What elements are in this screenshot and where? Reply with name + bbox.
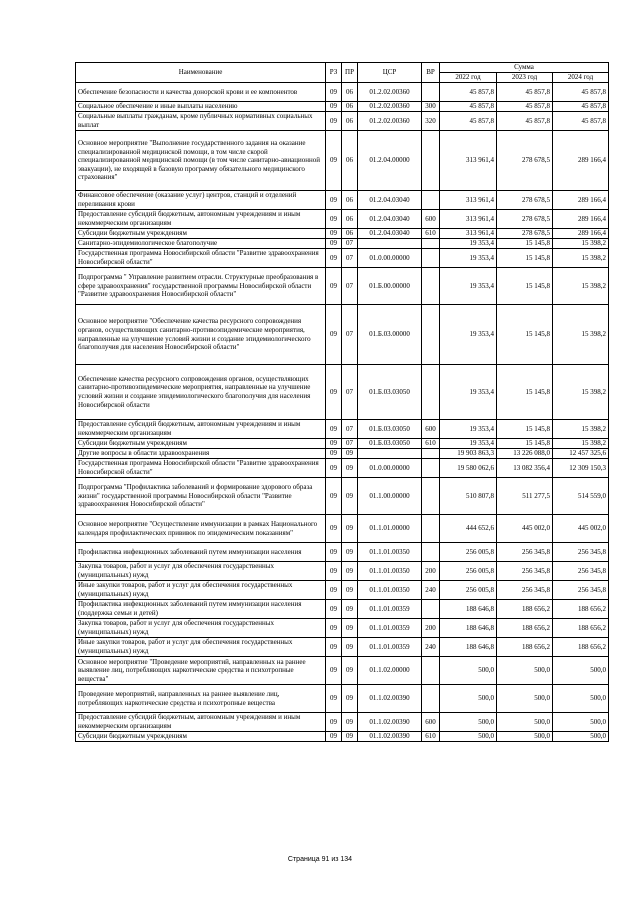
table-cell-pr: 07 <box>342 249 358 268</box>
table-cell-pr: 07 <box>342 268 358 305</box>
table-cell-2024: 12 309 150,3 <box>553 459 609 478</box>
table-cell-name: Санитарно-эпидемиологическое благополучие <box>76 239 326 249</box>
table-cell-name: Основное мероприятие "Обеспечение качества ресурсного сопровождения органов, осуществляющих санитарно-противоэпидемические мероприятия, направленные на улучшение условий жизни и создание эпидемиологического благополучия для населения Новосибирской области" <box>76 305 326 365</box>
table-cell-2022: 45 857,8 <box>440 102 497 112</box>
table-cell-pr: 09 <box>342 459 358 478</box>
table-cell-pr: 07 <box>342 305 358 365</box>
table-cell-2023: 15 145,8 <box>497 239 553 249</box>
table-cell-2024: 289 166,4 <box>553 229 609 239</box>
table-cell-rz: 09 <box>326 449 342 459</box>
table-cell-vr <box>422 478 440 515</box>
table-row <box>76 515 609 543</box>
table-cell-2022: 19 353,4 <box>440 239 497 249</box>
table-cell-2024: 256 345,8 <box>553 543 609 562</box>
table-cell-2022: 188 646,8 <box>440 638 497 657</box>
table-cell-2024: 188 656,2 <box>553 600 609 619</box>
table-cell-2023: 500,0 <box>497 685 553 713</box>
table-cell-2022: 313 961,4 <box>440 229 497 239</box>
table-cell-pr: 06 <box>342 229 358 239</box>
table-cell-vr <box>422 459 440 478</box>
table-cell-2024: 500,0 <box>553 685 609 713</box>
table-cell-rz: 09 <box>326 619 342 638</box>
table-body <box>76 83 609 742</box>
table-cell-rz: 09 <box>326 83 342 102</box>
header-csr: ЦСР <box>358 63 422 83</box>
table-cell-name: Финансовое обеспечение (оказание услуг) центров, станций и отделений переливания крови <box>76 191 326 210</box>
table-cell-2023: 15 145,8 <box>497 305 553 365</box>
table-cell-pr: 09 <box>342 515 358 543</box>
table-cell-csr: 01.0.00.00000 <box>358 249 422 268</box>
table-cell-2023: 15 145,8 <box>497 420 553 439</box>
table-cell-pr: 09 <box>342 685 358 713</box>
table-cell-csr: 01.2.02.00360 <box>358 83 422 102</box>
table-cell-2023: 256 345,8 <box>497 562 553 581</box>
table-cell-2024: 45 857,8 <box>553 102 609 112</box>
table-row <box>76 449 609 459</box>
table-cell-pr: 06 <box>342 210 358 229</box>
table-cell-name: Государственная программа Новосибирской области "Развитие здравоохранения Новосибирской области" <box>76 459 326 478</box>
table-row <box>76 638 609 657</box>
table-cell-2024: 289 166,4 <box>553 191 609 210</box>
table-row <box>76 305 609 365</box>
table-row <box>76 619 609 638</box>
table-cell-name: Обеспечение безопасности и качества донорской крови и ее компонентов <box>76 83 326 102</box>
table-cell-rz: 09 <box>326 581 342 600</box>
table-cell-csr <box>358 449 422 459</box>
table-cell-name: Государственная программа Новосибирской области "Развитие здравоохранения Новосибирской области" <box>76 249 326 268</box>
table-cell-vr: 610 <box>422 439 440 449</box>
table-cell-2023: 500,0 <box>497 657 553 685</box>
table-cell-2022: 500,0 <box>440 713 497 732</box>
table-cell-vr: 600 <box>422 210 440 229</box>
table-cell-2022: 313 961,4 <box>440 131 497 191</box>
table-cell-2024: 500,0 <box>553 657 609 685</box>
table-cell-name: Подпрограмма " Управление развитием отрасли. Структурные преобразования в сфере здравоохранения" государственной программы Новосибирской области "Развитие здравоохранения Новосибирской области" <box>76 268 326 305</box>
table-row <box>76 732 609 742</box>
table-cell-vr <box>422 249 440 268</box>
table-cell-2023: 188 656,2 <box>497 600 553 619</box>
table-cell-vr <box>422 365 440 420</box>
table-cell-2023: 278 678,5 <box>497 191 553 210</box>
table-cell-csr: 01.1.01.00350 <box>358 543 422 562</box>
table-row <box>76 600 609 619</box>
table-cell-vr <box>422 83 440 102</box>
table-cell-rz: 09 <box>326 420 342 439</box>
table-cell-2022: 500,0 <box>440 685 497 713</box>
table-cell-rz: 09 <box>326 249 342 268</box>
table-cell-pr: 07 <box>342 365 358 420</box>
table-row <box>76 229 609 239</box>
table-cell-csr: 01.Б.03.00000 <box>358 305 422 365</box>
table-cell-2022: 444 652,6 <box>440 515 497 543</box>
table-cell-rz: 09 <box>326 600 342 619</box>
table-cell-2023: 278 678,5 <box>497 229 553 239</box>
table-cell-2023: 500,0 <box>497 732 553 742</box>
table-cell-name: Субсидии бюджетным учреждениям <box>76 439 326 449</box>
table-cell-csr: 01.2.02.00360 <box>358 112 422 131</box>
table-cell-name: Профилактика инфекционных заболеваний путем иммунизации населения (поддержка семьи и детей) <box>76 600 326 619</box>
table-cell-2023: 45 857,8 <box>497 102 553 112</box>
table-cell-2024: 514 559,0 <box>553 478 609 515</box>
table-cell-rz: 09 <box>326 102 342 112</box>
table-cell-csr: 01.1.01.00359 <box>358 600 422 619</box>
table-cell-2024: 289 166,4 <box>553 131 609 191</box>
table-cell-pr: 09 <box>342 478 358 515</box>
table-row <box>76 657 609 685</box>
table-cell-vr: 240 <box>422 581 440 600</box>
table-cell-csr: 01.1.01.00359 <box>358 638 422 657</box>
table-cell-2024: 256 345,8 <box>553 562 609 581</box>
table-cell-vr <box>422 131 440 191</box>
table-cell-2022: 45 857,8 <box>440 112 497 131</box>
table-cell-2022: 313 961,4 <box>440 210 497 229</box>
table-cell-vr: 600 <box>422 713 440 732</box>
table-cell-csr: 01.1.01.00350 <box>358 562 422 581</box>
table-cell-name: Социальное обеспечение и иные выплаты населению <box>76 102 326 112</box>
table-row <box>76 420 609 439</box>
table-row <box>76 478 609 515</box>
table-cell-2024: 15 398,2 <box>553 305 609 365</box>
table-cell-2022: 19 353,4 <box>440 249 497 268</box>
table-row <box>76 83 609 102</box>
table-cell-2024: 500,0 <box>553 713 609 732</box>
header-name: Наименование <box>76 63 326 83</box>
table-cell-rz: 09 <box>326 562 342 581</box>
table-cell-2024: 45 857,8 <box>553 83 609 102</box>
table-cell-name: Основное мероприятие "Осуществление иммунизации в рамках Национального календаря профилактических прививок по эпидемическим показаниям" <box>76 515 326 543</box>
table-row <box>76 249 609 268</box>
table-cell-pr: 06 <box>342 102 358 112</box>
table-cell-rz: 09 <box>326 459 342 478</box>
table-cell-name: Предоставление субсидий бюджетным, автономным учреждениям и иным некоммерческим организациям <box>76 713 326 732</box>
header-year-2024: 2024 год <box>553 73 609 83</box>
table-cell-vr <box>422 543 440 562</box>
table-cell-name: Подпрограмма "Профилактика заболеваний и формирование здорового образа жизни" государственной программы Новосибирской области "Развитие здравоохранения Новосибирской области" <box>76 478 326 515</box>
table-cell-2024: 12 457 325,6 <box>553 449 609 459</box>
table-cell-2024: 15 398,2 <box>553 268 609 305</box>
table-cell-2023: 500,0 <box>497 713 553 732</box>
table-cell-name: Обеспечение качества ресурсного сопровождения органов, осуществляющих санитарно-противоэпидемические мероприятия, направленные на улучшение условий жизни и создание эпидемиологического благополучия для населения Новосибирской области <box>76 365 326 420</box>
table-cell-2023: 256 345,8 <box>497 581 553 600</box>
table-cell-2022: 19 903 863,3 <box>440 449 497 459</box>
table-cell-vr <box>422 449 440 459</box>
table-row <box>76 102 609 112</box>
table-cell-name: Проведение мероприятий, направленных на раннее выявление лиц, потребляющих наркотические средства и психотропные вещества <box>76 685 326 713</box>
table-cell-csr: 01.1.01.00359 <box>358 619 422 638</box>
budget-table <box>75 62 609 742</box>
table-row <box>76 365 609 420</box>
table-cell-vr <box>422 657 440 685</box>
table-cell-name: Закупка товаров, работ и услуг для обеспечения государственных (муниципальных) нужд <box>76 619 326 638</box>
table-cell-rz: 09 <box>326 713 342 732</box>
table-cell-csr: 01.0.00.00000 <box>358 459 422 478</box>
table-row <box>76 268 609 305</box>
table-cell-vr: 610 <box>422 732 440 742</box>
table-cell-name: Предоставление субсидий бюджетным, автономным учреждениям и иным некоммерческим организациям <box>76 210 326 229</box>
table-cell-vr <box>422 305 440 365</box>
table-cell-rz: 09 <box>326 305 342 365</box>
table-cell-vr <box>422 515 440 543</box>
header-year-2023: 2023 год <box>497 73 553 83</box>
table-cell-pr: 09 <box>342 657 358 685</box>
table-cell-2023: 188 656,2 <box>497 638 553 657</box>
table-cell-2024: 45 857,8 <box>553 112 609 131</box>
table-row <box>76 112 609 131</box>
table-cell-vr: 240 <box>422 638 440 657</box>
table-cell-2022: 256 005,8 <box>440 562 497 581</box>
table-cell-csr: 01.2.04.03040 <box>358 210 422 229</box>
table-cell-2023: 188 656,2 <box>497 619 553 638</box>
table-cell-2022: 500,0 <box>440 732 497 742</box>
table-cell-2023: 278 678,5 <box>497 131 553 191</box>
table-cell-vr <box>422 685 440 713</box>
table-cell-vr: 200 <box>422 619 440 638</box>
table-cell-2022: 510 807,8 <box>440 478 497 515</box>
table-cell-2022: 19 580 062,6 <box>440 459 497 478</box>
table-cell-csr: 01.2.04.00000 <box>358 131 422 191</box>
table-cell-2022: 19 353,4 <box>440 365 497 420</box>
table-cell-pr: 07 <box>342 420 358 439</box>
table-cell-pr: 09 <box>342 543 358 562</box>
table-cell-vr <box>422 268 440 305</box>
table-cell-rz: 09 <box>326 210 342 229</box>
table-cell-2024: 256 345,8 <box>553 581 609 600</box>
table-cell-vr <box>422 191 440 210</box>
table-cell-pr: 09 <box>342 581 358 600</box>
table-cell-vr: 200 <box>422 562 440 581</box>
table-cell-rz: 09 <box>326 229 342 239</box>
table-cell-2024: 15 398,2 <box>553 439 609 449</box>
table-cell-name: Профилактика инфекционных заболеваний путем иммунизации населения <box>76 543 326 562</box>
table-cell-2023: 15 145,8 <box>497 365 553 420</box>
header-pr: ПР <box>342 63 358 83</box>
table-cell-rz: 09 <box>326 439 342 449</box>
table-cell-vr: 320 <box>422 112 440 131</box>
table-cell-2022: 188 646,8 <box>440 619 497 638</box>
table-cell-rz: 09 <box>326 191 342 210</box>
table-row <box>76 459 609 478</box>
table-cell-2023: 13 226 088,0 <box>497 449 553 459</box>
table-cell-name: Предоставление субсидий бюджетным, автономным учреждениям и иным некоммерческим организациям <box>76 420 326 439</box>
table-cell-csr: 01.2.04.03040 <box>358 229 422 239</box>
table-cell-rz: 09 <box>326 365 342 420</box>
table-cell-2023: 511 277,5 <box>497 478 553 515</box>
table-cell-csr: 01.1.01.00350 <box>358 581 422 600</box>
table-cell-vr: 610 <box>422 229 440 239</box>
table-cell-vr <box>422 600 440 619</box>
table-cell-csr: 01.1.01.00000 <box>358 515 422 543</box>
table-cell-2024: 15 398,2 <box>553 249 609 268</box>
table-cell-2024: 15 398,2 <box>553 365 609 420</box>
table-cell-pr: 09 <box>342 449 358 459</box>
table-cell-2023: 445 002,0 <box>497 515 553 543</box>
table-cell-rz: 09 <box>326 638 342 657</box>
table-cell-2023: 13 082 356,4 <box>497 459 553 478</box>
table-cell-name: Субсидии бюджетным учреждениям <box>76 732 326 742</box>
table-cell-vr <box>422 239 440 249</box>
table-row <box>76 131 609 191</box>
table-cell-name: Другие вопросы в области здравоохранения <box>76 449 326 459</box>
table-cell-name: Иные закупки товаров, работ и услуг для обеспечения государственных (муниципальных) нужд <box>76 638 326 657</box>
table-cell-csr: 01.Б.03.03050 <box>358 439 422 449</box>
table-cell-pr: 06 <box>342 191 358 210</box>
table-cell-rz: 09 <box>326 131 342 191</box>
table-cell-csr: 01.1.02.00390 <box>358 732 422 742</box>
table-cell-rz: 09 <box>326 112 342 131</box>
table-cell-csr: 01.2.04.03040 <box>358 191 422 210</box>
table-cell-2022: 19 353,4 <box>440 268 497 305</box>
table-cell-name: Основное мероприятие "Выполнение государственного задания на оказание специализированной медицинской помощи, в том числе скорой специализированной медицинской помощи (в том числе санитарно-авиационной эвакуации), не входящей в базовую программу обязательного медицинского страхования" <box>76 131 326 191</box>
table-cell-csr <box>358 239 422 249</box>
table-cell-vr: 600 <box>422 420 440 439</box>
table-cell-pr: 06 <box>342 112 358 131</box>
table-cell-2022: 19 353,4 <box>440 439 497 449</box>
table-cell-2023: 15 145,8 <box>497 268 553 305</box>
table-cell-2022: 19 353,4 <box>440 420 497 439</box>
table-cell-pr: 09 <box>342 638 358 657</box>
table-cell-rz: 09 <box>326 657 342 685</box>
table-cell-2024: 15 398,2 <box>553 239 609 249</box>
table-cell-2024: 15 398,2 <box>553 420 609 439</box>
header-vr: ВР <box>422 63 440 83</box>
table-cell-csr: 01.1.00.00000 <box>358 478 422 515</box>
table-row <box>76 239 609 249</box>
table-cell-2024: 445 002,0 <box>553 515 609 543</box>
table-cell-2023: 15 145,8 <box>497 249 553 268</box>
table-cell-name: Основное мероприятие "Проведение мероприятий, направленных на раннее выявление лиц, потребляющих наркотические средства и психотропные вещества" <box>76 657 326 685</box>
table-cell-csr: 01.Б.00.00000 <box>358 268 422 305</box>
table-cell-rz: 09 <box>326 268 342 305</box>
table-row <box>76 713 609 732</box>
table-cell-2022: 45 857,8 <box>440 83 497 102</box>
table-cell-rz: 09 <box>326 478 342 515</box>
table-cell-2023: 278 678,5 <box>497 210 553 229</box>
table-cell-pr: 09 <box>342 600 358 619</box>
table-cell-pr: 06 <box>342 83 358 102</box>
table-cell-pr: 09 <box>342 732 358 742</box>
table-cell-csr: 01.1.02.00390 <box>358 685 422 713</box>
table-cell-name: Иные закупки товаров, работ и услуг для обеспечения государственных (муниципальных) нужд <box>76 581 326 600</box>
table-cell-pr: 09 <box>342 562 358 581</box>
table-cell-rz: 09 <box>326 685 342 713</box>
table-cell-csr: 01.Б.03.03050 <box>358 420 422 439</box>
table-row <box>76 543 609 562</box>
table-cell-pr: 09 <box>342 713 358 732</box>
table-cell-pr: 06 <box>342 131 358 191</box>
table-cell-csr: 01.Б.03.03050 <box>358 365 422 420</box>
table-cell-pr: 09 <box>342 619 358 638</box>
table-cell-pr: 07 <box>342 239 358 249</box>
table-row <box>76 439 609 449</box>
table-cell-csr: 01.1.02.00000 <box>358 657 422 685</box>
header-sum: Сумма <box>440 63 609 73</box>
table-cell-2024: 500,0 <box>553 732 609 742</box>
table-cell-rz: 09 <box>326 543 342 562</box>
table-cell-2022: 313 961,4 <box>440 191 497 210</box>
table-cell-name: Субсидии бюджетным учреждениям <box>76 229 326 239</box>
table-cell-pr: 07 <box>342 439 358 449</box>
table-cell-2024: 188 656,2 <box>553 619 609 638</box>
table-cell-rz: 09 <box>326 239 342 249</box>
header-year-2022: 2022 год <box>440 73 497 83</box>
table-cell-2023: 256 345,8 <box>497 543 553 562</box>
table-cell-2022: 500,0 <box>440 657 497 685</box>
header-rz: РЗ <box>326 63 342 83</box>
table-row <box>76 210 609 229</box>
table-cell-name: Социальные выплаты гражданам, кроме публичных нормативных социальных выплат <box>76 112 326 131</box>
table-row <box>76 562 609 581</box>
table-cell-2022: 256 005,8 <box>440 581 497 600</box>
table-cell-2022: 256 005,8 <box>440 543 497 562</box>
table-row <box>76 685 609 713</box>
table-row <box>76 581 609 600</box>
table-cell-2022: 19 353,4 <box>440 305 497 365</box>
table-cell-2022: 188 646,8 <box>440 600 497 619</box>
table-cell-csr: 01.1.02.00390 <box>358 713 422 732</box>
table-cell-vr: 300 <box>422 102 440 112</box>
table-cell-2023: 45 857,8 <box>497 83 553 102</box>
table-row <box>76 191 609 210</box>
table-cell-rz: 09 <box>326 732 342 742</box>
table-cell-2024: 289 166,4 <box>553 210 609 229</box>
table-cell-2024: 188 656,2 <box>553 638 609 657</box>
table-cell-2023: 45 857,8 <box>497 112 553 131</box>
table-cell-name: Закупка товаров, работ и услуг для обеспечения государственных (муниципальных) нужд <box>76 562 326 581</box>
table-cell-2023: 15 145,8 <box>497 439 553 449</box>
table-cell-rz: 09 <box>326 515 342 543</box>
table-cell-csr: 01.2.02.00360 <box>358 102 422 112</box>
page-number: Страница 91 из 134 <box>287 856 353 863</box>
